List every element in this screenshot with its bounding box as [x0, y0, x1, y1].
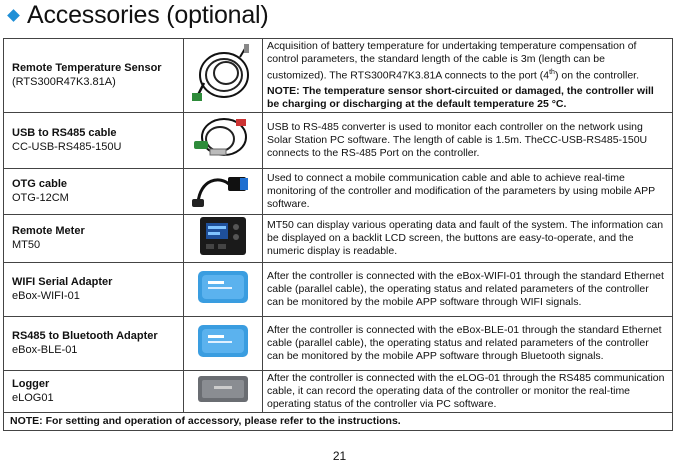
- accessory-image-cell: [184, 39, 263, 113]
- page-title: Accessories (optional): [27, 0, 269, 29]
- accessory-name: Logger: [12, 378, 50, 390]
- accessory-model: eLOG01: [12, 392, 54, 404]
- accessory-description: After the controller is connected with the eLOG-01 through the RS485 communication cable, it can record the operating data of the controller or monitor the real-time operating status of the controller via PC software.: [267, 371, 665, 410]
- accessory-image-cell: [184, 316, 263, 370]
- accessory-image-cell: [184, 262, 263, 316]
- accessory-model: eBox-BLE-01: [12, 344, 78, 356]
- accessory-name: OTG cable: [12, 178, 68, 190]
- accessory-name-cell: [4, 168, 184, 214]
- accessory-model: MT50: [12, 239, 41, 251]
- accessory-name: USB to RS485 cable: [12, 127, 117, 139]
- accessory-name-cell: [4, 112, 184, 168]
- accessory-description-cell: [263, 214, 673, 262]
- accessory-description: Acquisition of battery temperature for undertaking temperature compensation of control parameters, the standard length of the cable is 3m (length can be customized). The RTS300R47K3.81A connects to the port (4th) on the controller.: [267, 40, 639, 82]
- accessory-description: After the controller is connected with the eBox-WIFI-01 through the standard Ethernet cable (parallel cable), the operating status and related parameters of the controller can be monitored by the mobile APP software through WIFI signals.: [267, 269, 664, 308]
- table-row: [4, 370, 673, 412]
- temperature-sensor-cable-image: [190, 43, 256, 103]
- accessory-name: Remote Temperature Sensor: [12, 62, 162, 75]
- accessory-model: CC-USB-RS485-150U: [12, 141, 122, 153]
- accessory-model: (RTS300R47K3.81A): [12, 76, 116, 89]
- accessory-name: WIFI Serial Adapter: [12, 276, 113, 288]
- table-row: [4, 262, 673, 316]
- accessory-image-cell: [184, 168, 263, 214]
- accessory-image-cell: [184, 112, 263, 168]
- accessory-name-cell: [4, 316, 184, 370]
- accessory-model: OTG-12CM: [12, 192, 69, 204]
- accessory-description-cell: [263, 262, 673, 316]
- accessory-description-cell: [263, 316, 673, 370]
- accessory-name-cell: [4, 214, 184, 262]
- logger-image: [194, 372, 252, 406]
- accessory-description: MT50 can display various operating data and fault of the system. The information can be displayed on a backlit LCD screen, the buttons are easy-to-operate, and the numeric display is readable.: [267, 218, 664, 257]
- accessory-model: eBox-WIFI-01: [12, 290, 80, 302]
- accessory-image-cell: [184, 370, 263, 412]
- accessory-description-cell: [263, 112, 673, 168]
- footer-note: NOTE: For setting and operation of accessory, please refer to the instructions.: [4, 412, 673, 430]
- table-row: [4, 39, 673, 113]
- table-row: [4, 168, 673, 214]
- table-row: [4, 316, 673, 370]
- table-row: [4, 214, 673, 262]
- temperature-sensor-note: NOTE: The temperature sensor short-circuited or damaged, the controller will be charging or discharging at the default temperature 25 °C.: [267, 84, 654, 110]
- wifi-adapter-image: [194, 267, 252, 307]
- otg-cable-image: [190, 169, 256, 209]
- accessory-name: RS485 to Bluetooth Adapter: [12, 330, 158, 342]
- page-heading: [4, 0, 269, 30]
- accessory-name: Remote Meter: [12, 225, 85, 237]
- accessory-description: After the controller is connected with the eBox-BLE-01 through the standard Ethernet cable (parallel cable), the operating status and related parameters of the controller can be monitored by the mobile APP software through Bluetooth signals.: [267, 323, 662, 362]
- table-row: [4, 112, 673, 168]
- usb-rs485-cable-image: [190, 113, 256, 163]
- accessory-description-cell: [263, 39, 673, 113]
- bluetooth-adapter-image: [194, 321, 252, 361]
- accessory-description: Used to connect a mobile communication cable and able to achieve real-time monitoring of the controller and modification of the parameters by using mobile APP software.: [267, 171, 655, 210]
- accessory-image-cell: [184, 214, 263, 262]
- diamond-bullet-icon: [7, 9, 20, 22]
- accessory-name-cell: [4, 39, 184, 113]
- accessory-description-cell: [263, 370, 673, 412]
- table-footer-row: [4, 412, 673, 430]
- accessories-table: [3, 38, 673, 431]
- accessory-description: USB to RS-485 converter is used to monitor each controller on the network using Solar Station PC software. The length of cable is 1.5m. TheCC-USB-RS485-150U connects to the RS-485 Port on the controller.: [267, 120, 648, 159]
- accessory-description-cell: [263, 168, 673, 214]
- accessory-name-cell: [4, 370, 184, 412]
- remote-meter-image: [198, 215, 248, 257]
- page-number: 21: [332, 449, 347, 463]
- accessory-name-cell: [4, 262, 184, 316]
